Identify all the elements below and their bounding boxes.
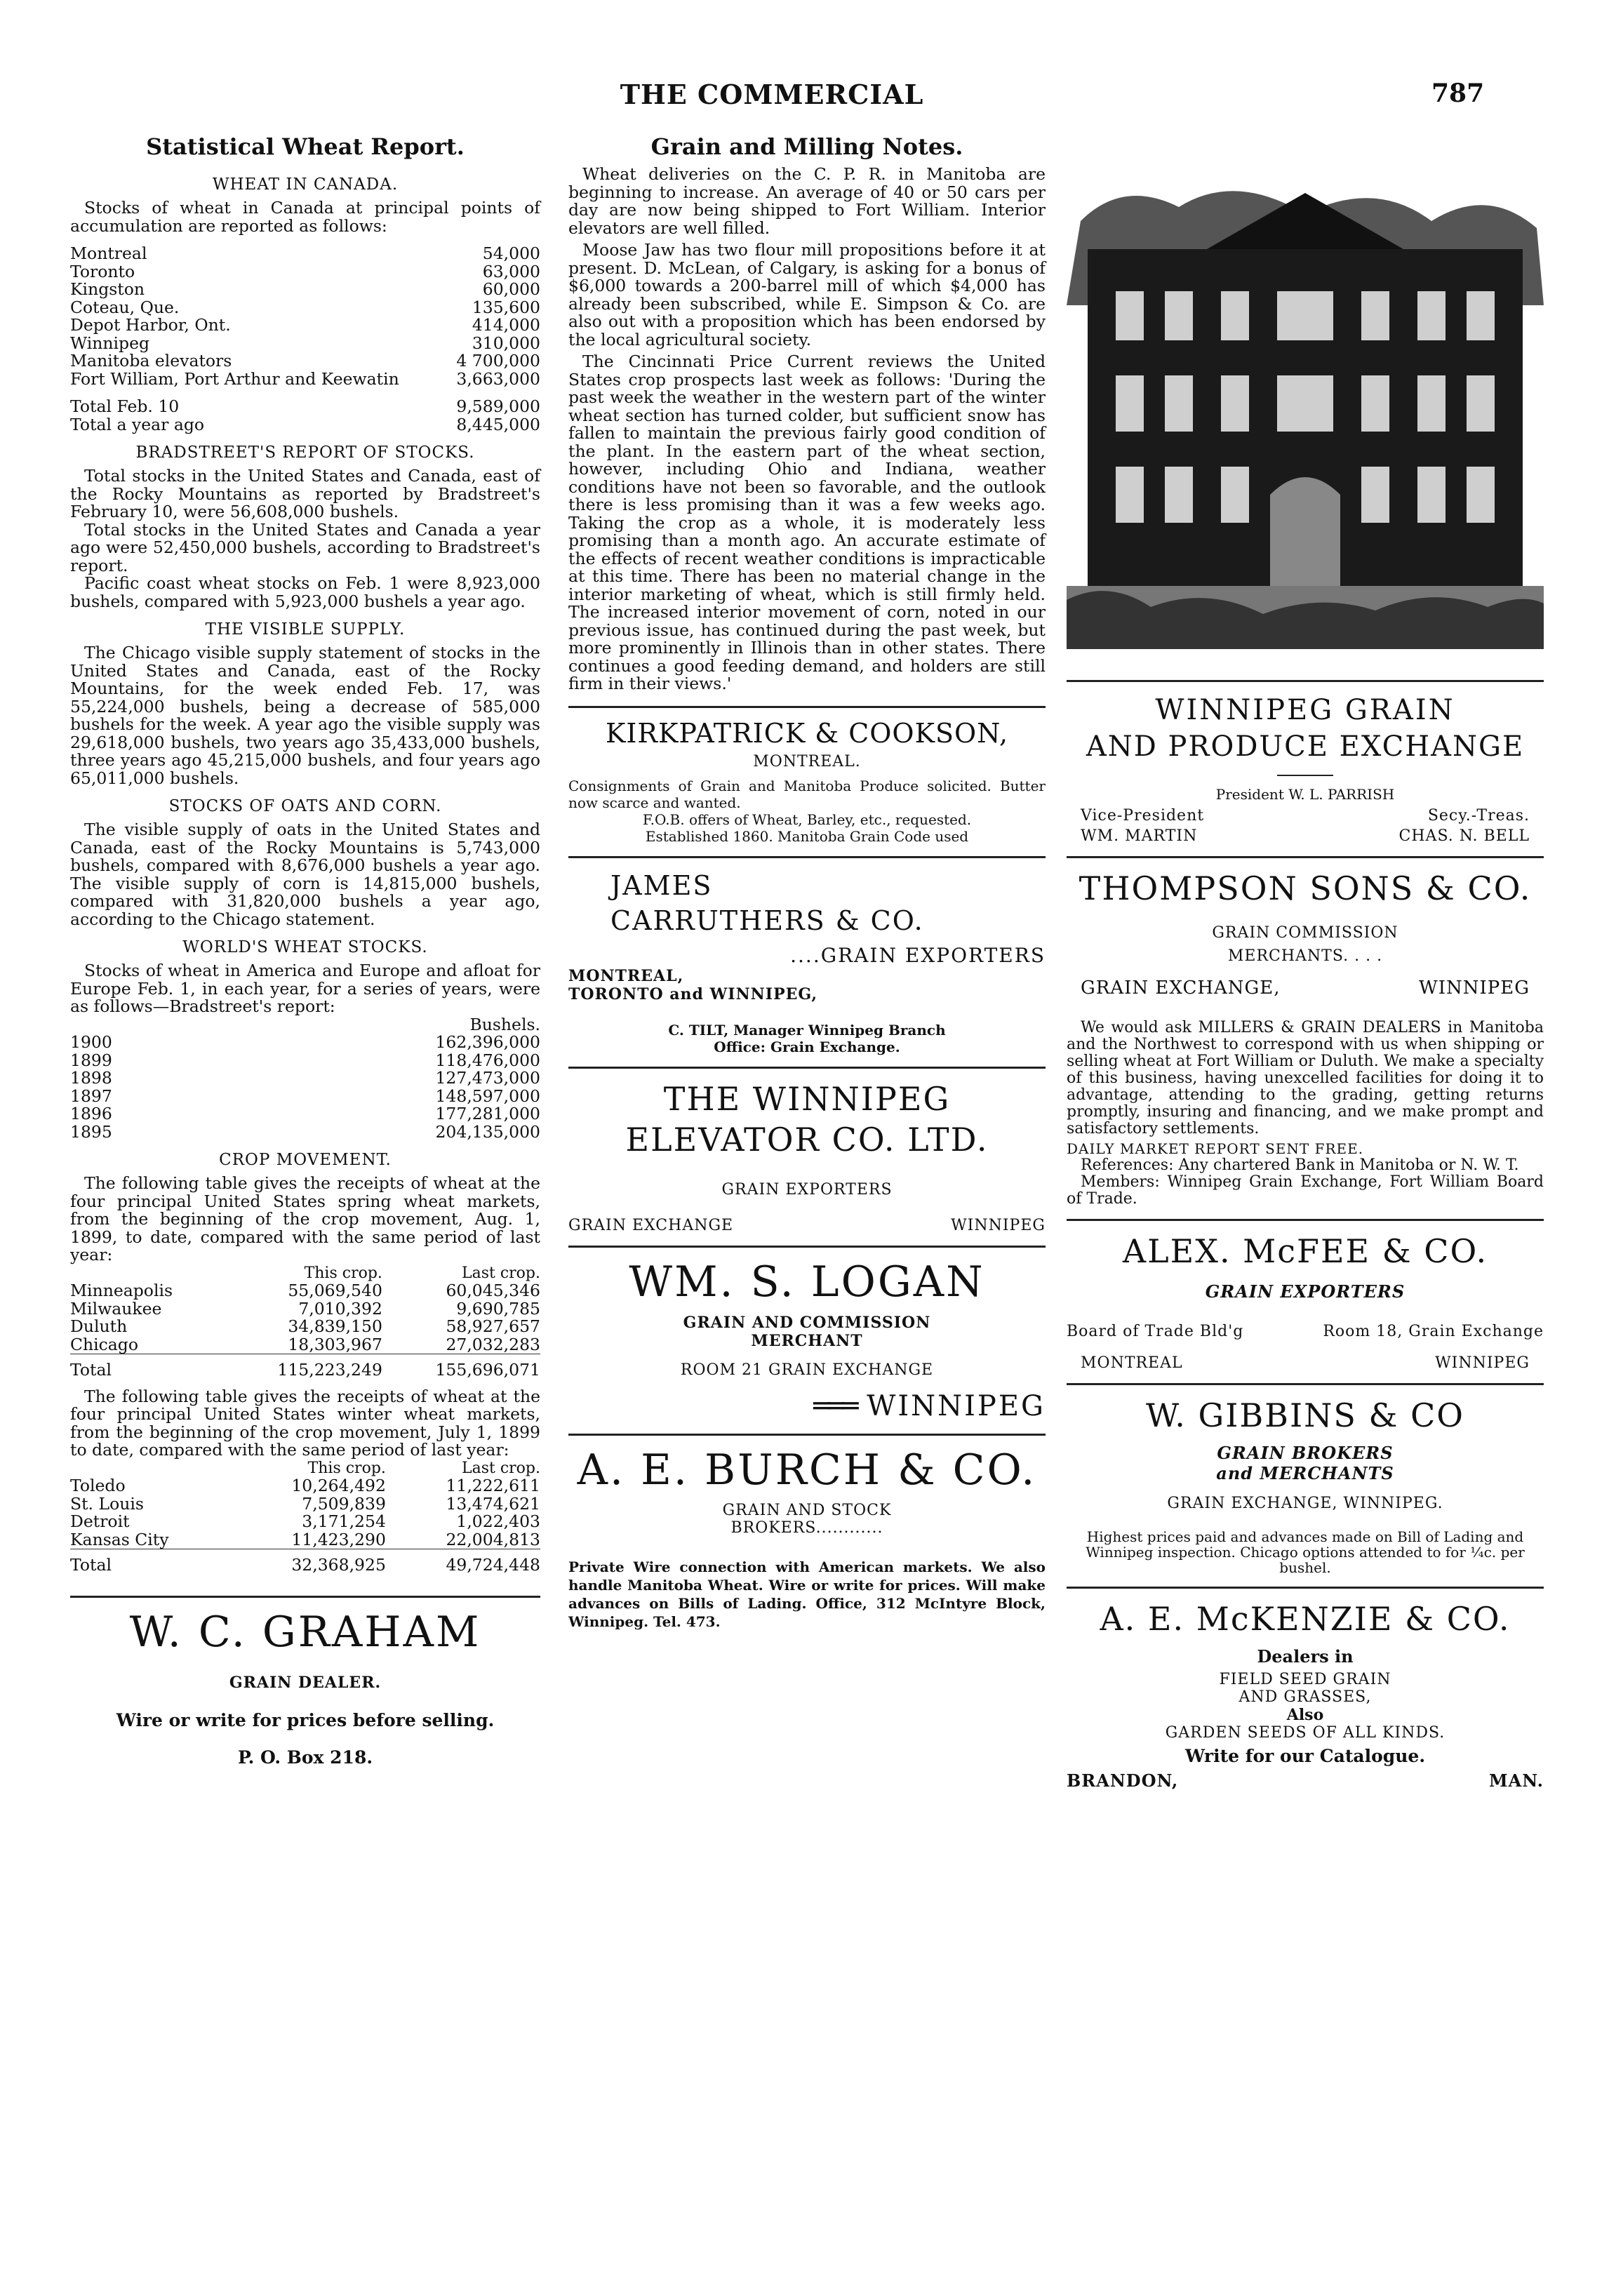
paragraph: Moose Jaw has two flour mill propositions before it at present. D. McLean, of Calgary, is asking for a bonus of $6,000 towards a 200-barrel mill of which $4,000 has already been subscribed, while E. Simpson & Co. are also out with a proposition which has been endorsed by the local agricultural society. <box>568 240 1046 349</box>
advertiser-role: ....GRAIN EXPORTERS <box>790 943 1046 967</box>
column-header: Last crop. <box>461 1264 540 1282</box>
advertiser-name: WM. S. LOGAN <box>629 1257 985 1307</box>
advertiser-role: GRAIN DEALER. <box>229 1673 382 1692</box>
table-row: Minneapolis 55,069,540 60,045,346 <box>70 1281 540 1300</box>
list-item: Manitoba elevators 4 700,000 <box>70 351 540 371</box>
officer-names: WM. MARTIN CHAS. N. BELL <box>1081 827 1530 845</box>
table-row: Chicago 18,303,967 27,032,283 <box>70 1334 540 1354</box>
paragraph: We would ask MILLERS & GRAIN DEALERS in Manitoba and the Northwest to correspond with us when shipping or selling wheat at Fort William or Duluth. We make a specialty of this business, having unexcelled facilities for doing it to advantage, attending to the grading, getting returns promptly, insuring and financing, and we make prompt and satisfactory settlements. <box>1067 1019 1544 1137</box>
table-row: Toledo 10,264,492 11,222,611 <box>70 1476 540 1495</box>
ad-line: Consignments of Grain and Manitoba Produce solicited. Butter now scarce and wanted. <box>568 777 1046 811</box>
exchange-president: President W. L. PARRISH <box>1215 786 1395 803</box>
paragraph: The following table gives the receipts of wheat at the four principal United States spring wheat markets, from the beginning of the crop movement, Aug. 1, 1899, to date, compared with the same period of last year: <box>70 1173 540 1264</box>
ad-kirkpatrick <box>568 706 1046 856</box>
journal-title: THE COMMERCIAL <box>620 79 924 110</box>
oats-corn-heading: STOCKS OF OATS AND CORN. <box>168 797 442 815</box>
ad-address: P. O. Box 218. <box>237 1747 373 1768</box>
ad-line: Also <box>1286 1706 1324 1724</box>
column-header: Last crop. <box>461 1459 540 1477</box>
ad-line: Wire or write for prices before selling. <box>116 1709 495 1730</box>
advertiser-role: GRAIN EXPORTERS <box>1205 1281 1406 1302</box>
ad-mcfee <box>1067 1219 1544 1383</box>
advertiser-name-2: ELEVATOR CO. LTD. <box>625 1120 989 1159</box>
canada-stock-list <box>70 245 540 434</box>
bradstreet-heading: BRADSTREET'S REPORT OF STOCKS. <box>135 443 475 462</box>
ad-line: Dealers in <box>1257 1646 1354 1667</box>
table-row: St. Louis 7,509,839 13,474,621 <box>70 1493 540 1514</box>
spring-wheat-table <box>70 1264 540 1380</box>
world-stocks-heading: WORLD'S WHEAT STOCKS. <box>182 938 428 956</box>
advertiser-role: GRAIN BROKERS <box>1217 1443 1394 1463</box>
table-row: Detroit 3,171,254 1,022,403 <box>70 1511 540 1531</box>
advertiser-name-1: WINNIPEG GRAIN <box>1155 694 1455 726</box>
ad-graham <box>70 1596 540 1779</box>
total-row: Total a year ago 8,445,000 <box>70 414 540 434</box>
ad-line: Private Wire connection with American markets. We also handle Manitoba Wheat. Wire or write for prices. Will make advances on Bills of Lading. Office, 312 McIntyre Block, Winnipeg. Tel. 473. <box>568 1558 1046 1630</box>
advertiser-name-2: AND PRODUCE EXCHANGE <box>1086 730 1525 763</box>
advertiser-name: THOMPSON SONS & CO. <box>1079 869 1532 907</box>
ad-line: GARDEN SEEDS OF ALL KINDS. <box>1165 1724 1446 1742</box>
advertiser-name: ALEX. McFEE & CO. <box>1122 1232 1488 1270</box>
officer-titles: Vice-President Secy.-Treas. <box>1081 807 1530 825</box>
paragraph: The Chicago visible supply statement of stocks in the United States and Canada, east of the Rocky Mountains, for the week ended Feb. 17, was 55,224,000 bushels, being a decrease of 585,000 bushels for the week. A year ago the visible supply was 29,618,000 bushels, two years ago 35,433,000 bushels, three years ago 45,215,000 bushels, and four years ago 65,011,000 bushels. <box>70 643 540 788</box>
ad-mckenzie <box>1067 1587 1544 1802</box>
advertiser-name-1: JAMES <box>610 869 713 901</box>
wheat-canada-intro: Stocks of wheat in Canada at principal points of accumulation are reported as follows: <box>70 198 540 236</box>
advertiser-name: W. GIBBINS & CO <box>1145 1396 1465 1434</box>
advertiser-role: GRAIN EXPORTERS <box>721 1180 893 1199</box>
advertiser-name: W. C. GRAHAM <box>129 1607 481 1657</box>
column-1 <box>70 133 540 1779</box>
list-item: Winnipeg 310,000 <box>70 333 540 353</box>
advertiser-role: BROKERS............ <box>730 1519 883 1537</box>
ad-address: GRAIN EXCHANGE WINNIPEG <box>568 1216 1046 1234</box>
page-number: 787 <box>1431 79 1485 108</box>
advertiser-name-1: THE WINNIPEG <box>663 1079 951 1118</box>
ad-address: GRAIN EXCHANGE, WINNIPEG <box>1081 977 1530 999</box>
ad-line: F.O.B. offers of Wheat, Barley, etc., requested. <box>642 810 972 828</box>
paragraph: The following table gives the receipts of wheat at the four principal United States winter wheat markets, from the beginning of the crop movement, July 1, 1899 to date, compared with the same period of last year: <box>70 1386 540 1460</box>
advertiser-role: GRAIN AND STOCK <box>722 1501 892 1519</box>
column-3 <box>1067 165 1544 1802</box>
advertiser-name: KIRKPATRICK & COOKSON, <box>605 717 1009 749</box>
paragraph: The visible supply of oats in the United States and Canada, east of the Rocky Mountains is 5,743,000 bushels, compared with 8,676,000 bushels a year ago. The visible supply of corn is 14,815,000 bushels, compared with 31,820,000 bushels a year ago, according to the Chicago statement. <box>70 820 540 929</box>
ad-line: Highest prices paid and advances made on Bill of Lading and Winnipeg inspection. Chicago options attended to for ¼c. per bushel. <box>1086 1528 1525 1576</box>
list-item: Montreal 54,000 <box>70 243 540 263</box>
ad-line: Established 1860. Manitoba Grain Code used <box>645 827 969 845</box>
list-item: Kingston 60,000 <box>70 279 540 299</box>
ad-line: DAILY MARKET REPORT SENT FREE. <box>1067 1140 1364 1157</box>
exchange-building-engraving <box>1067 165 1544 649</box>
grain-notes-title: Grain and Milling Notes. <box>650 133 963 160</box>
list-item: 1896 177,281,000 <box>70 1104 540 1123</box>
paragraph: Wheat deliveries on the C. P. R. in Manitoba are beginning to increase. An average of 40 or 50 cars per day are now being shipped to Fort William. Interior elevators are well filled. <box>568 164 1046 238</box>
paragraph: Stocks of wheat in America and Europe and afloat for Europe Feb. 1, in each year, for a series of years, were as follows—Bradstreet's report: <box>70 961 540 1016</box>
paragraph: Pacific coast wheat stocks on Feb. 1 were 8,923,000 bushels, compared with 5,923,000 bushels a year ago. <box>70 573 540 611</box>
total-row: Total Feb. 10 9,589,000 <box>70 396 540 416</box>
advertiser-city: GRAIN EXCHANGE, WINNIPEG. <box>1167 1495 1443 1512</box>
ad-line: FIELD SEED GRAIN <box>1219 1671 1391 1688</box>
ad-line: Members: Winnipeg Grain Exchange, Fort William Board of Trade. <box>1067 1173 1544 1208</box>
ad-burch <box>568 1434 1046 1642</box>
advertiser-city: BRANDON, MAN. <box>1067 1770 1544 1791</box>
ad-line: C. TILT, Manager Winnipeg Branch <box>668 1021 946 1039</box>
advertiser-name: A. E. McKENZIE & CO. <box>1100 1600 1511 1638</box>
ad-carruthers <box>568 856 1046 1067</box>
table-row: Duluth 34,839,150 58,927,657 <box>70 1316 540 1336</box>
advertiser-role: MERCHANTS. . . . <box>1227 947 1383 965</box>
list-item: 1897 148,597,000 <box>70 1086 540 1106</box>
list-item: Coteau, Que. 135,600 <box>70 297 540 317</box>
list-item: 1898 127,473,000 <box>70 1068 540 1088</box>
total-row: Total 115,223,249 155,696,071 <box>70 1354 540 1380</box>
advertiser-name: A. E. BURCH & CO. <box>577 1445 1037 1495</box>
paragraph: Total stocks in the United States and Canada a year ago were 52,450,000 bushels, according to Bradstreet's report. <box>70 519 540 575</box>
ad-thompson <box>1067 856 1544 1219</box>
advertiser-city: MONTREAL. <box>753 752 861 770</box>
advertiser-city: MONTREAL, <box>568 966 684 985</box>
column-2 <box>568 133 1046 1642</box>
paragraph: Total stocks in the United States and Canada, east of the Rocky Mountains as reported by Bradstreet's February 10, were 56,608,000 bushels. <box>70 466 540 521</box>
advertiser-role: and MERCHANTS <box>1216 1463 1394 1483</box>
ad-address: ROOM 21 GRAIN EXCHANGE <box>680 1361 934 1379</box>
column-header: This crop. <box>307 1459 386 1477</box>
list-item: 1899 118,476,000 <box>70 1050 540 1070</box>
crop-movement-heading: CROP MOVEMENT. <box>219 1151 392 1169</box>
ad-line: AND GRASSES, <box>1239 1688 1372 1706</box>
table-row: Kansas City 11,423,290 22,004,813 <box>70 1529 540 1549</box>
ad-winnipeg-elevator <box>568 1067 1046 1246</box>
table-row: Milwaukee 7,010,392 9,690,785 <box>70 1298 540 1319</box>
list-item: 1900 162,396,000 <box>70 1032 540 1052</box>
advertiser-role: GRAIN COMMISSION <box>1212 924 1398 942</box>
advertiser-name-2: CARRUTHERS & CO. <box>610 905 924 936</box>
advertiser-role: GRAIN AND COMMISSION <box>683 1313 931 1332</box>
total-row: Total 32,368,925 49,724,448 <box>70 1549 540 1575</box>
ad-line: References: Any chartered Bank in Manitoba or N. W. T. <box>1081 1156 1519 1174</box>
list-item: Toronto 63,000 <box>70 261 540 281</box>
ad-gibbins <box>1067 1383 1544 1587</box>
column-header: This crop. <box>304 1264 382 1282</box>
advertiser-city: TORONTO and WINNIPEG, <box>568 985 818 1003</box>
ad-address: Board of Trade Bld'g Room 18, Grain Exchange <box>1067 1323 1544 1340</box>
list-item: 1895 204,135,000 <box>70 1121 540 1142</box>
visible-supply-heading: THE VISIBLE SUPPLY. <box>205 620 406 639</box>
advertiser-role: MERCHANT <box>751 1331 863 1350</box>
ad-line: Office: Grain Exchange. <box>714 1038 900 1055</box>
winter-wheat-table <box>70 1460 540 1575</box>
world-stock-list <box>70 1016 540 1142</box>
ad-grain-exchange <box>1067 680 1544 856</box>
list-item: Depot Harbor, Ont. 414,000 <box>70 315 540 335</box>
list-item: Fort William, Port Arthur and Keewatin 3,663,000 <box>70 368 540 389</box>
ad-logan <box>568 1246 1046 1434</box>
wheat-canada-heading: WHEAT IN CANADA. <box>212 175 399 194</box>
column-header: Bushels. <box>469 1014 540 1034</box>
ad-line: Write for our Catalogue. <box>1184 1746 1426 1766</box>
paragraph: The Cincinnati Price Current reviews the United States crop prospects last week as follows: 'During the past week the weather in the western part of the winter wheat section has turned colder, but sufficient snow has fallen to maintain the previous fairly good condition of the plant. In the eastern part of the wheat section, however, including Ohio and Indiana, weather conditions have not been so favorable, and the outlook there is less promising than it was a few weeks ago. Taking the crop as a whole, it is moderately less promising than a month ago. An accurate estimate of the effects of recent weather conditions is impracticable at this time. There has been no material change in the interior marketing of wheat, which is still firmly held. The increased interior movement of corn, noted in our previous issue, has continued during the past week, but more prominently in Illinois than in other states. There continues a good feeding demand, and holders are still firm in their views.' <box>568 352 1046 693</box>
advertiser-city: MONTREAL WINNIPEG <box>1081 1354 1530 1372</box>
advertiser-city: ═══ WINNIPEG <box>813 1389 1046 1422</box>
wheat-report-title: Statistical Wheat Report. <box>146 133 465 160</box>
